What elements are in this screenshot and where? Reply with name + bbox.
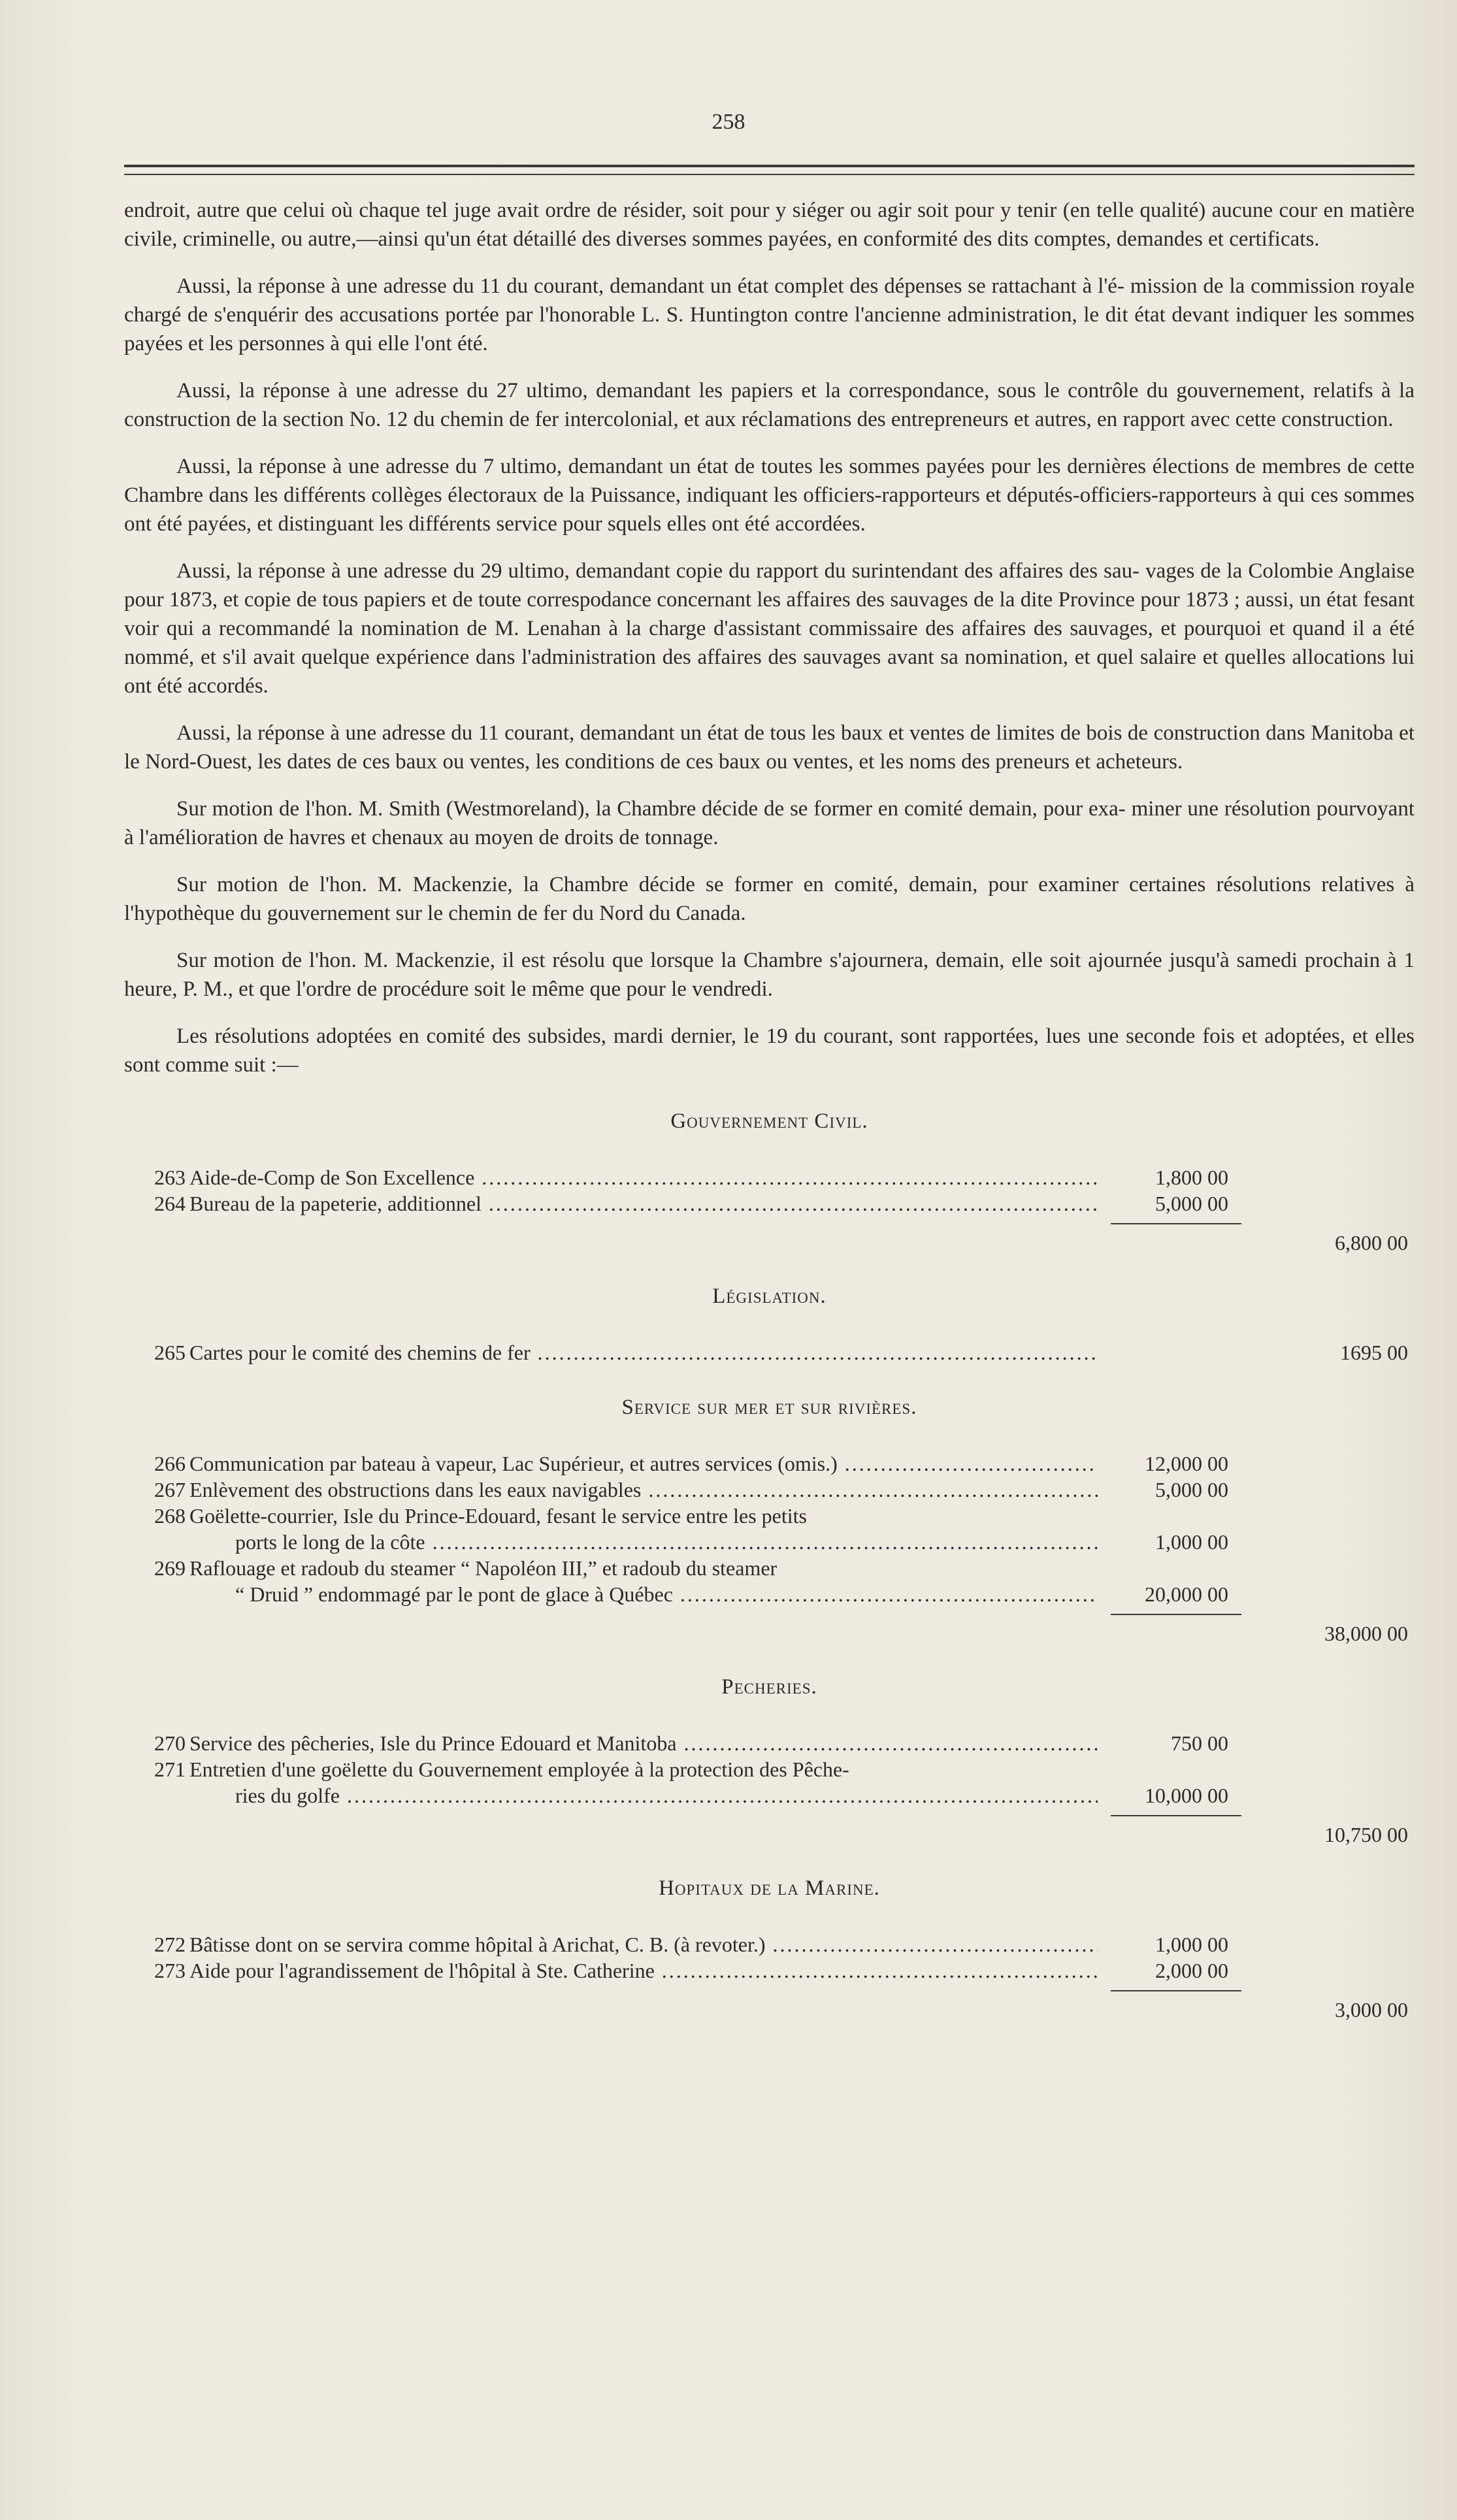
item-description-line: Cartes pour le comité des chemins de fer ..... [189,1339,1098,1366]
item-description-line: Communication par bateau à vapeur, Lac Supérieur, et autres services (omis.) ..... [189,1450,1098,1477]
section-total-row [124,1823,1415,1846]
item-description-line: Raflouage et radoub du steamer “ Napoléon III,” et radoub du steamer [189,1556,778,1580]
line-item [124,1957,1415,1984]
line-item [124,1477,1415,1503]
subtotal-rule [124,1607,1415,1622]
item-total: 1695 00 [1340,1341,1408,1364]
item-description-line: Enlèvement des obstructions dans les eaux navigables ..... [189,1477,1098,1503]
paragraph: Aussi, la réponse à une adresse du 11 courant, demandant un état de tous les baux et ventes de limites de bois de construction dans Manitoba et le Nord-Ouest, les dates de ces baux ou ventes, les conditions de ces baux ou ventes, et les noms des preneurs et acheteurs. [124,721,1415,774]
section-total: 38,000 00 [1324,1622,1408,1645]
item-number: 265 [154,1341,186,1364]
section-total: 3,000 00 [1335,1998,1408,2021]
item-description-line: ports le long de la côte ..... [189,1529,1098,1555]
paragraph: Aussi, la réponse à une adresse du 29 ultimo, demandant copie du rapport du surintendant des affaires des sau- vages de la Colombie Anglaise pour 1873, et copie de tous papiers et de toute correspodance concernant les affaires des sauvages de la dite Province pour 1873 ; aussi, un état fesant voir qui a recommandé la nomination de M. Lenahan à la charge d'assistant commissaire des affaires des sauvages, et pourquoi et quand il a été nommé, et s'il avait quelque expérience dans l'administration des affaires des sauvages avant sa nomination, et quel salaire et quelles allocations lui ont été accordés. [124,559,1415,698]
header-rule-thin [124,174,1415,175]
item-amount: 1,000 00 [1155,1530,1228,1554]
subtotal-rule [124,1217,1415,1231]
page-number: 258 [712,110,745,134]
item-description [189,1190,1098,1217]
item-description [189,1756,1098,1808]
item-amount: 5,000 00 [1155,1192,1228,1215]
item-amount: 1,800 00 [1155,1166,1228,1189]
item-description-line: “ Druid ” endommagé par le pont de glace à Québec ..... [189,1581,1098,1607]
item-description [189,1931,1098,1957]
item-number: 266 [154,1452,186,1475]
section-total-row [124,1622,1415,1645]
subtotal-bar [1111,1990,1241,1998]
item-description [189,1957,1098,1984]
paragraph: Aussi, la réponse à une adresse du 11 du courant, demandant un état complet des dépenses se rattachant à l'é- mission de la commission royale chargé de s'enquérir des accusations portée par l'honorable L. S. Huntington contre l'ancienne administration, le dit état devant indiquer les sommes payées et les personnes à qui elle l'ont été. [124,274,1415,355]
supply-resolutions [124,1107,1415,2021]
item-description [189,1164,1098,1190]
item-amount: 10,000 00 [1145,1784,1228,1807]
line-item [124,1730,1415,1756]
item-amount: 1,000 00 [1155,1933,1228,1956]
section-heading: Pecheries. [721,1675,817,1699]
item-number: 263 [154,1166,186,1189]
item-amount: 2,000 00 [1155,1959,1228,1982]
section-heading: Service sur mer et sur rivières. [621,1396,917,1419]
line-item [124,1931,1415,1957]
line-item [124,1555,1415,1607]
item-description [189,1477,1098,1503]
section-heading: Législation. [712,1285,827,1308]
paragraph: Sur motion de l'hon. M. Mackenzie, la Chambre décide se former en comité, demain, pour examiner certaines résolutions relatives à l'hypothèque du gouvernement sur le chemin de fer du Nord du Canada. [124,873,1415,925]
section-heading: Gouvernement Civil. [670,1109,868,1133]
line-item [124,1450,1415,1477]
subtotal-bar [1111,1223,1241,1231]
paragraph: Aussi, la réponse à une adresse du 27 ultimo, demandant les papiers et la correspondance, sous le contrôle du gouvernement, relatifs à la construction de la section No. 12 du chemin de fer intercolonial, et aux réclamations des entrepreneurs et autres, en rapport avec cette construction. [124,379,1415,431]
item-description [189,1339,1098,1366]
line-item [124,1756,1415,1808]
item-amount: 5,000 00 [1155,1478,1228,1501]
line-item [124,1190,1415,1217]
item-amount: 750 00 [1171,1731,1228,1755]
item-amount: 20,000 00 [1145,1582,1228,1606]
section-heading: Hopitaux de la Marine. [659,1876,880,1900]
item-description-line: Aide pour l'agrandissement de l'hôpital à Ste. Catherine ..... [189,1957,1098,1984]
subtotal-bar [1111,1815,1241,1823]
item-number: 268 [154,1504,186,1528]
item-number: 273 [154,1959,186,1982]
line-item [124,1164,1415,1190]
item-number: 271 [154,1758,186,1781]
paragraph: endroit, autre que celui où chaque tel juge avait ordre de résider, soit pour y siéger ou agir soit pour y tenir (en telle qualité) aucune cour en matière civile, criminelle, ou autre,—ainsi qu'un état détaillé des diverses sommes payées, en conformité des dits comptes, demandes et certificats. [124,199,1415,251]
header-rule [124,165,1415,167]
item-description-line: Service des pêcheries, Isle du Prince Edouard et Manitoba ..... [189,1730,1098,1756]
subtotal-rule [124,1984,1415,1998]
item-number: 267 [154,1478,186,1501]
item-number: 270 [154,1731,186,1755]
line-item [124,1503,1415,1555]
item-description-line: Aide-de-Comp de Son Excellence ..... [189,1164,1098,1190]
item-description-line: Goëlette-courrier, Isle du Prince-Edouard, fesant le service entre les petits [189,1504,807,1528]
item-description-line: ries du golfe ..... [189,1782,1098,1808]
page-body [124,196,1415,2021]
paragraph: Sur motion de l'hon. M. Mackenzie, il est résolu que lorsque la Chambre s'ajournera, demain, elle soit ajournée jusqu'à samedi prochain à 1 heure, P. M., et que l'ordre de procédure soit le même que pour le vendredi. [124,949,1415,1001]
item-description-line: Entretien d'une goëlette du Gouvernement employée à la protection des Pêche- [189,1758,849,1781]
item-number: 269 [154,1556,186,1580]
paragraph: Aussi, la réponse à une adresse du 7 ultimo, demandant un état de toutes les sommes payées pour les dernières élections de membres de cette Chambre dans les différents collèges électoraux de la Puissance, indiquant les officiers-rapporteurs et députés-officiers-rapporteurs à qui ces sommes ont été payées, et distinguant les différents service pour squels elles ont été accordées. [124,455,1415,536]
paragraph: Les résolutions adoptées en comité des subsides, mardi dernier, le 19 du courant, sont rapportées, lues une seconde fois et adoptées, et elles sont comme suit :— [124,1024,1415,1077]
item-amount: 12,000 00 [1145,1452,1228,1475]
item-number: 272 [154,1933,186,1956]
section-total: 10,750 00 [1324,1823,1408,1846]
item-description [189,1555,1098,1607]
item-description-line: Bâtisse dont on se servira comme hôpital à Arichat, C. B. (à revoter.) ..... [189,1931,1098,1957]
item-description [189,1730,1098,1756]
item-description-line: Bureau de la papeterie, additionnel ..... [189,1190,1098,1217]
item-description [189,1450,1098,1477]
item-number: 264 [154,1192,186,1215]
subtotal-bar [1111,1614,1241,1622]
paragraph: Sur motion de l'hon. M. Smith (Westmoreland), la Chambre décide de se former en comité demain, pour exa- miner une résolution pourvoyant à l'amélioration de havres et chenaux au moyen de droits de tonnage. [124,797,1415,849]
section-total: 6,800 00 [1335,1231,1408,1254]
section-total-row [124,1231,1415,1254]
line-item [124,1339,1415,1366]
section-total-row [124,1998,1415,2021]
item-description [189,1503,1098,1555]
subtotal-rule [124,1808,1415,1823]
